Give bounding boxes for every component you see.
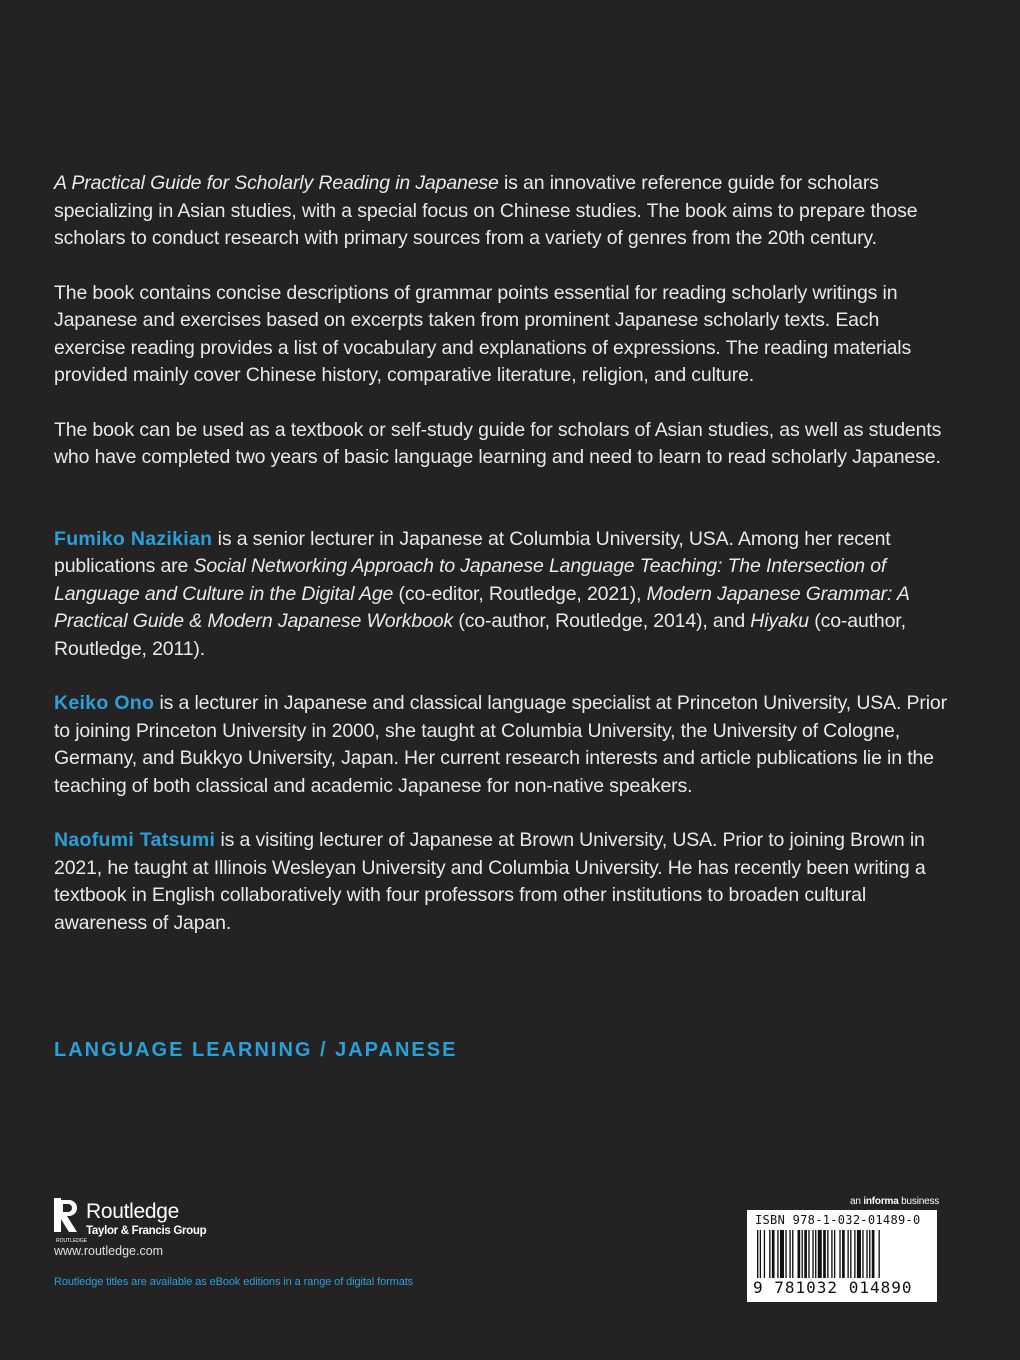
- barcode-bar: [831, 1230, 832, 1278]
- barcode-bar: [862, 1230, 863, 1278]
- barcode-bar: [769, 1230, 770, 1278]
- barcode-bar: [857, 1230, 861, 1278]
- barcode-bar: [785, 1230, 786, 1278]
- description-paragraph-1: A Practical Guide for Scholarly Reading in Japanese is an innovative reference guide for scholars specializing in Asian studies, with a special focus on Chinese studies. The book aims to prepare those scholars to conduct research with primary sources from a variety of genres from the 20th century.: [54, 172, 918, 249]
- barcode-bar: [827, 1230, 828, 1278]
- barcode-bar: [764, 1230, 765, 1278]
- barcode-bar: [818, 1230, 822, 1278]
- barcode-bar: [757, 1230, 758, 1278]
- back-cover-text: [54, 170, 954, 964]
- author-name: Naofumi Tatsumi: [54, 829, 216, 851]
- isbn-barcode: [747, 1210, 937, 1302]
- logo-vertical-text: ROUTLEDGE: [56, 1238, 88, 1244]
- book-description: [54, 170, 954, 472]
- barcode-bar: [834, 1230, 835, 1278]
- barcode-bar: [839, 1230, 840, 1278]
- barcode-bar: [780, 1230, 784, 1278]
- barcode-bar: [802, 1230, 803, 1278]
- author-bio-1: Fumiko Nazikian is a senior lecturer in Japanese at Columbia University, USA. Among her recent publications are Social Networking Approach to Japanese Language Teaching: The Intersection of Language and Culture in the Digital Age (co-editor, Routledge, 2021), Modern Japanese Grammar: A Practical Guide & Modern Japanese Workbook (co-author, Routledge, 2014), and Hiyaku (co-author, Routledge, 2011).: [54, 527, 909, 660]
- routledge-r-icon: [54, 1198, 88, 1244]
- author-name: Fumiko Nazikian: [54, 527, 213, 550]
- barcode-bars: [755, 1230, 929, 1280]
- isbn-number: ISBN 978-1-032-01489-0: [755, 1213, 921, 1227]
- barcode-bar: [804, 1230, 807, 1278]
- barcode-bar: [869, 1230, 870, 1278]
- barcode-bar: [772, 1230, 775, 1278]
- barcode-bar: [872, 1230, 875, 1278]
- author-name: Keiko Ono: [54, 692, 155, 714]
- subject-category: LANGUAGE LEARNING / JAPANESE: [54, 1039, 458, 1061]
- author-bios: [54, 526, 954, 938]
- author-bio-2: Keiko Ono is a lecturer in Japanese and classical language specialist at Princeton University, USA. Prior to joining Princeton University in 2000, she taught at Columbia University, the University of Cologne, Germany, and Bukkyo University, Japan. Her current research interests and article publications lie in the teaching of both classical and academic Japanese for non-native speakers.: [54, 692, 947, 797]
- barcode-bar: [866, 1230, 867, 1278]
- ebook-note: Routledge titles are available as eBook editions in a range of digital formats: [54, 1276, 414, 1288]
- informa-tagline: an informa business: [850, 1196, 940, 1207]
- barcode-bar: [847, 1230, 848, 1278]
- publisher-website: www.routledge.com: [54, 1244, 164, 1258]
- barcode-bar: [854, 1230, 855, 1278]
- barcode-bar: [792, 1230, 793, 1278]
- barcode-bar: [812, 1230, 813, 1278]
- barcode-bar: [879, 1230, 880, 1278]
- barcode-digits: 9 781032 014890: [753, 1278, 913, 1297]
- book-title: A Practical Guide for Scholarly Reading in Japanese: [54, 172, 499, 194]
- barcode-bar: [850, 1230, 851, 1278]
- description-paragraph-3: The book can be used as a textbook or self-study guide for scholars of Asian studies, as well as students who have completed two years of basic language learning and need to learn to read scholarly Japanese.: [54, 418, 942, 468]
- barcode-bar: [789, 1230, 790, 1278]
- barcode-bar: [808, 1230, 809, 1278]
- publisher-block: [54, 1198, 206, 1258]
- barcode-bar: [760, 1230, 761, 1278]
- barcode-bar: [842, 1230, 845, 1278]
- barcode-bar: [823, 1230, 826, 1278]
- publisher-group: Taylor & Francis Group: [86, 1225, 207, 1237]
- publisher-name: Routledge: [86, 1200, 180, 1223]
- barcode-bar: [777, 1230, 778, 1278]
- barcode-bar: [815, 1230, 816, 1278]
- author-bio-3: Naofumi Tatsumi is a visiting lecturer of Japanese at Brown University, USA. Prior to joining Brown in 2021, he taught at Illinois Wesleyan University and Columbia University. He has recently been writing a textbook in English collaboratively with four professors from other institutions to broaden cultural awareness of Japan.: [54, 829, 926, 934]
- description-paragraph-2: The book contains concise descriptions of grammar points essential for reading scholarly writings in Japanese and exercises based on excerpts taken from prominent Japanese scholarly texts. Each exercise reading provides a list of vocabulary and explanations of expressions. The reading materials provided mainly cover Chinese history, comparative literature, religion, and culture.: [54, 281, 912, 386]
- barcode-bar: [798, 1230, 801, 1278]
- routledge-logo: [54, 1198, 206, 1244]
